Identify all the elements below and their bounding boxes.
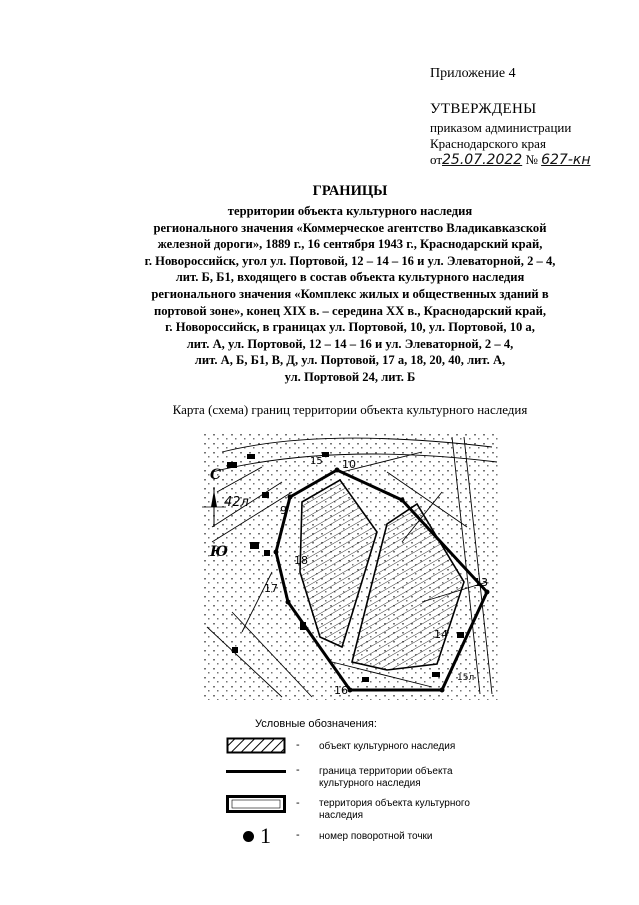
map-label: 16 [334, 684, 348, 697]
approved-title: УТВЕРЖДЕНЫ [430, 101, 537, 117]
title-line: регионального значения «Коммерческое агентство Владикавказской [153, 220, 547, 235]
title-line: регионального значения «Комплекс жилых и общественных зданий в [151, 286, 549, 301]
legend-territory-symbol [226, 795, 286, 813]
map-label: 13 [474, 576, 488, 589]
map-caption: Карта (схема) границ территории объекта культурного наследия [172, 402, 528, 417]
legend-text-territory [319, 798, 470, 822]
number-prefix: № [525, 152, 538, 167]
map-label: 14 [434, 628, 448, 641]
title-line: железной дороги», 1889 г., 16 сентября 1943 г., Краснодарский край, [157, 237, 543, 252]
legend-dash: - [296, 829, 300, 841]
legend-text-boundary [319, 766, 453, 790]
legend-text-point: номер поворотной точки [319, 831, 433, 842]
legend-title: Условные обозначения: [255, 718, 377, 730]
handwritten-date: 25.07.2022 [442, 152, 523, 168]
map-label: 15л [457, 673, 475, 683]
legend-text-heritage: объект культурного наследия [319, 741, 456, 752]
title-line: г. Новороссийск, угол ул. Портовой, 12 – 14 – 16 и ул. Элеваторной, 2 – 4, [144, 253, 556, 268]
legend-thick-line-symbol [226, 770, 286, 773]
map-label: 10 [342, 458, 356, 471]
legend-dash: - [296, 797, 300, 809]
legend-point-dot-icon [243, 831, 254, 842]
title-line: лит. А, ул. Портовой, 12 – 14 – 16 и ул. Элеваторной, 2 – 4, [186, 336, 514, 351]
legend-point-number: 1 [260, 823, 271, 848]
document-title [90, 203, 610, 386]
title-line: г. Новороссийск, в границах ул. Портовой, 10, ул. Портовой, 10 а, [165, 320, 535, 335]
approved-line-2: Краснодарского края [430, 136, 546, 151]
legend-dash: - [296, 764, 300, 776]
order-date-number [430, 152, 590, 168]
title-line: территории объекта культурного наследия [227, 204, 473, 218]
handwritten-number: 627-кн [541, 152, 591, 168]
title-line: лит. Б, Б1, входящего в состав объекта культурного наследия [175, 270, 525, 285]
legend-dash: - [296, 739, 300, 751]
title-line: ул. Портовой 24, лит. Б [284, 369, 416, 384]
map-label: 18 [294, 554, 308, 567]
legend-hatched-symbol [226, 737, 286, 754]
map-label: 9 [280, 504, 287, 517]
compass-south-label: Ю [210, 544, 229, 560]
legend-text-line: территория объекта культурного [319, 798, 470, 809]
date-prefix: от [430, 152, 443, 167]
title-line: портовой зоне», конец XIX в. – середина XX в., Краснодарский край, [154, 303, 546, 318]
map-label: 42л [224, 495, 249, 510]
legend-text-line: культурного наследия [319, 778, 421, 789]
appendix-label: Приложение 4 [430, 66, 516, 81]
title-line: лит. А, Б, Б1, В, Д, ул. Портовой, 17 а, 18, 20, 40, лит. А, [194, 353, 506, 368]
approved-line-1: приказом администрации [430, 120, 572, 135]
legend-text-line: граница территории объекта [319, 766, 453, 777]
compass-north-label: С [210, 467, 222, 483]
legend-text-line: наследия [319, 810, 364, 821]
map-label: 15 [310, 456, 323, 467]
map-label: 17 [264, 582, 278, 595]
document-heading: ГРАНИЦЫ [312, 183, 388, 199]
boundary-map [202, 432, 498, 700]
